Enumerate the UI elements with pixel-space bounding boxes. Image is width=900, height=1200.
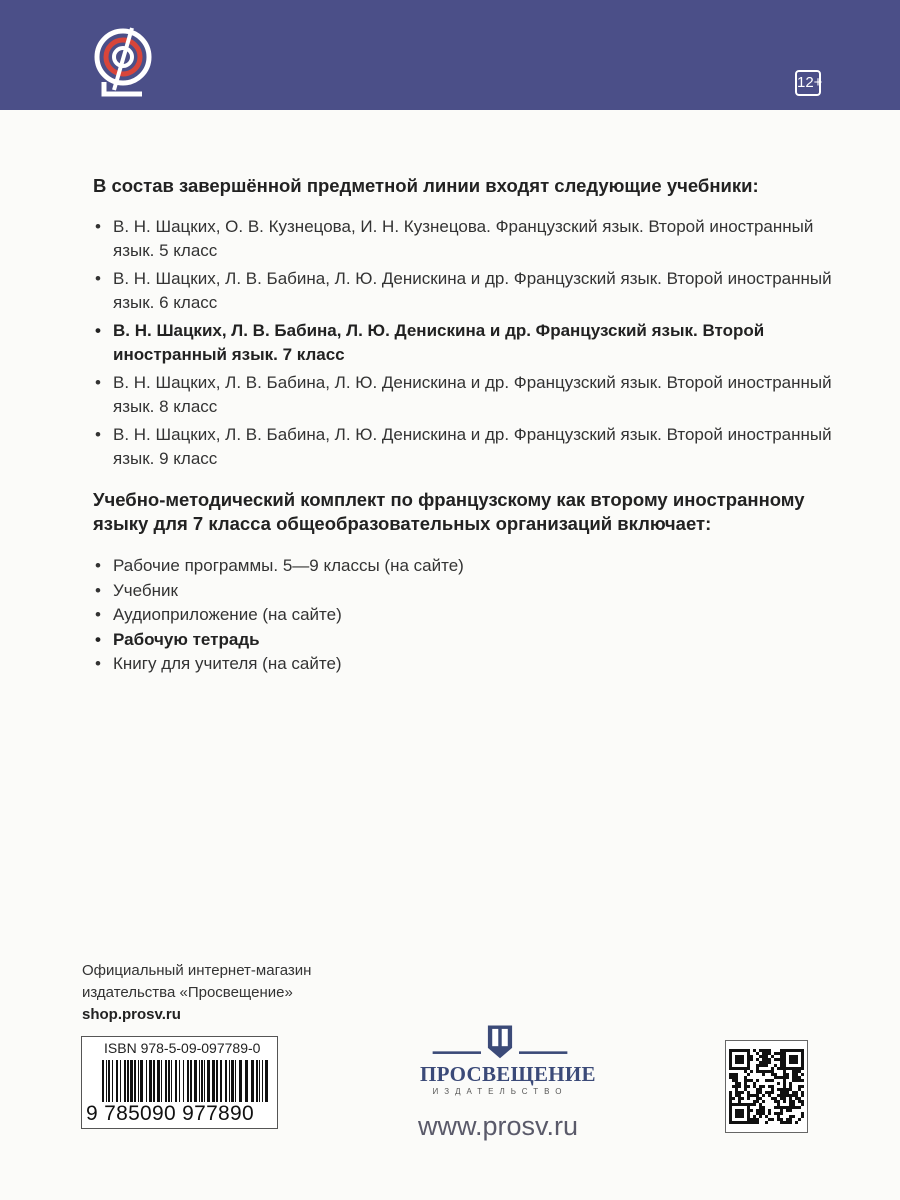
publisher-website[interactable]: www.prosv.ru — [418, 1111, 579, 1141]
list-item: • Рабочие программы. 5—9 классы (на сайте) — [93, 554, 853, 579]
publisher-name: ПРОСВЕЩЕНИЕ — [420, 1062, 596, 1086]
list-item: • Учебник — [93, 579, 853, 604]
publisher-subtitle: ИЗДАТЕЛЬСТВО — [432, 1087, 568, 1096]
section2-heading: Учебно-методический комплект по французскому как второму иностранному языку для 7 класса общеобразовательных организаций включает: — [93, 489, 805, 534]
shop-line2: издательства «Просвещение» — [82, 984, 293, 1001]
section1-heading: В состав завершённой предметной линии входят следующие учебники: — [93, 175, 759, 196]
age-rating-badge: 12+ — [795, 70, 821, 96]
isbn-barcode-box — [81, 1036, 278, 1129]
series-logo-icon — [92, 26, 154, 100]
list-item: • В. Н. Шацких, Л. В. Бабина, Л. Ю. Денискина и др. Французский язык. Второй иностранный язык. 7 класс — [93, 319, 853, 367]
shop-line1: Официальный интернет-магазин — [82, 962, 312, 979]
kit-list — [93, 554, 853, 677]
list-item: • В. Н. Шацких, Л. В. Бабина, Л. Ю. Денискина и др. Французский язык. Второй иностранный язык. 6 класс — [93, 267, 853, 315]
list-item: • В. Н. Шацких, О. В. Кузнецова, И. Н. Кузнецова. Французский язык. Второй иностранный язык. 5 класс — [93, 215, 853, 263]
isbn-label: ISBN 978-5-09-097789-0 — [104, 1040, 261, 1056]
shop-info — [82, 960, 311, 1026]
shop-url[interactable]: shop.prosv.ru — [82, 1006, 181, 1023]
textbook-list — [93, 215, 853, 471]
barcode-icon — [102, 1060, 272, 1102]
list-item: • Аудиоприложение (на сайте) — [93, 603, 853, 628]
header-band — [0, 0, 900, 110]
publisher-logo — [420, 1022, 596, 1097]
main-content — [93, 174, 853, 677]
publisher-emblem-icon — [420, 1022, 580, 1060]
list-item: • Рабочую тетрадь — [93, 628, 853, 653]
list-item: • В. Н. Шацких, Л. В. Бабина, Л. Ю. Денискина и др. Французский язык. Второй иностранный язык. 8 класс — [93, 371, 853, 419]
qr-code-icon — [726, 1041, 807, 1132]
qr-code[interactable] — [725, 1040, 808, 1133]
barcode-digits: 9 785090 977890 — [86, 1102, 254, 1125]
list-item: • Книгу для учителя (на сайте) — [93, 652, 853, 677]
list-item: • В. Н. Шацких, Л. В. Бабина, Л. Ю. Денискина и др. Французский язык. Второй иностранный язык. 9 класс — [93, 423, 853, 471]
